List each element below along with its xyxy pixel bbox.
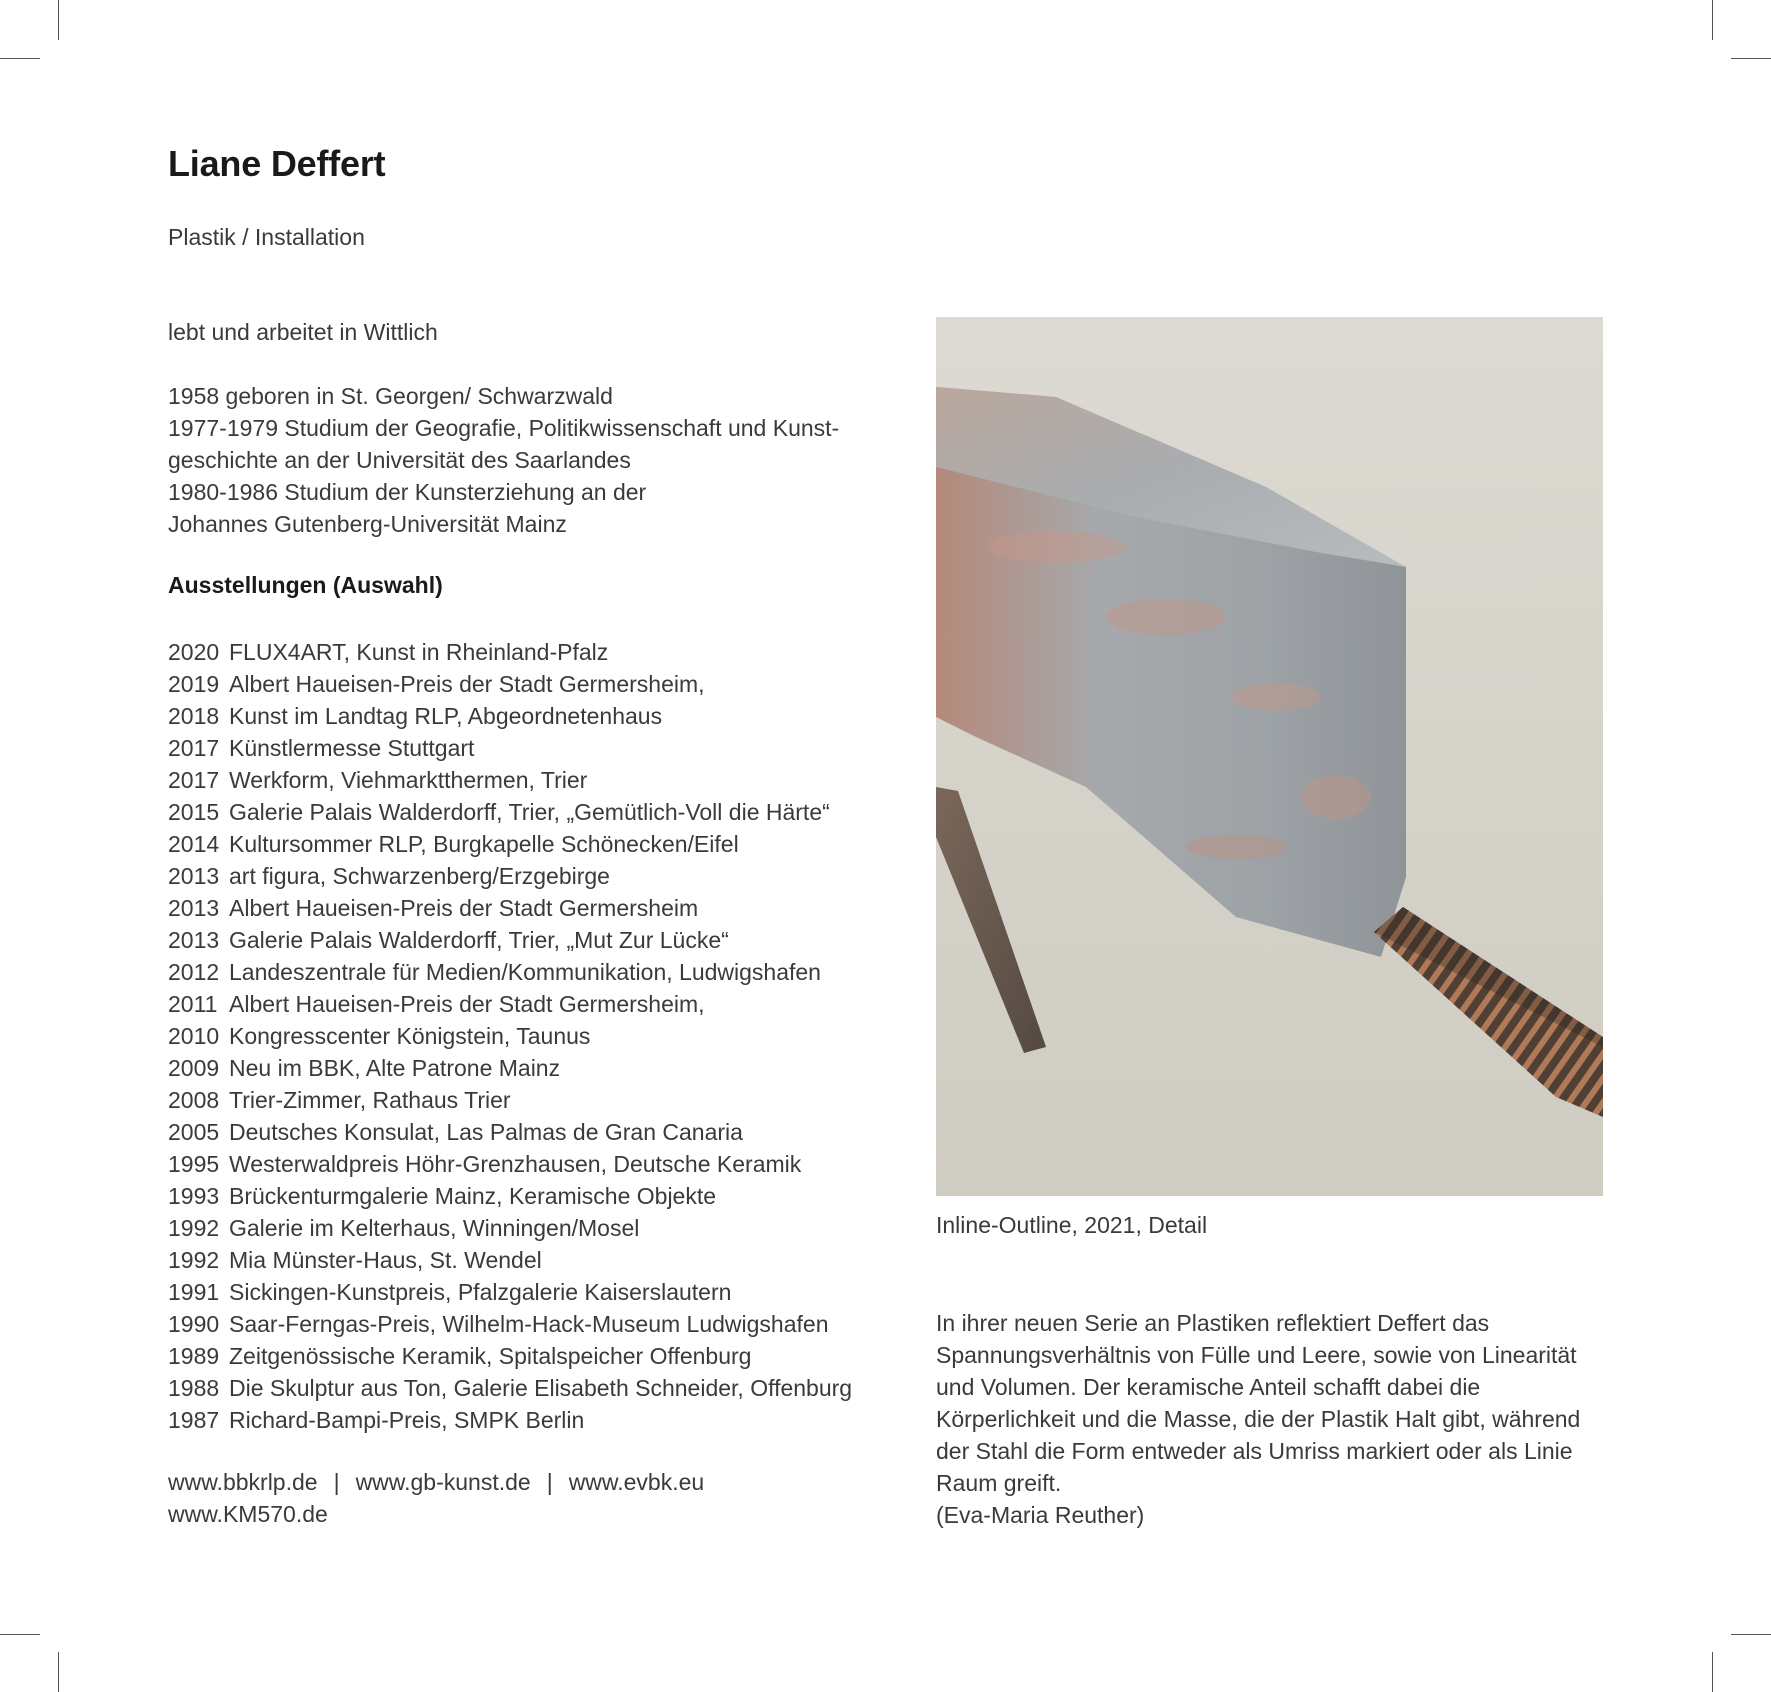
links <box>168 1466 704 1530</box>
exhibition-text: Kunst im Landtag RLP, Abgeordnetenhaus <box>229 703 663 729</box>
exhibition-item <box>168 668 852 700</box>
exhibition-year: 1991 <box>168 1279 220 1305</box>
exhibition-text: Kongresscenter Königstein, Taunus <box>229 1023 591 1049</box>
exhibition-year: 2013 <box>168 863 220 889</box>
exhibition-text: Richard-Bampi-Preis, SMPK Berlin <box>229 1407 585 1433</box>
residence-text: lebt und arbeitet in Wittlich <box>168 319 438 345</box>
link-km570[interactable]: www.KM570.de <box>168 1501 328 1527</box>
exhibition-item <box>168 1308 852 1340</box>
exhibition-item <box>168 1340 852 1372</box>
exhibition-year: 2018 <box>168 703 220 729</box>
crop-mark <box>1731 1634 1771 1635</box>
exhibition-text: Trier-Zimmer, Rathaus Trier <box>229 1087 511 1113</box>
exhibition-item <box>168 988 852 1020</box>
exhibition-item <box>168 1148 852 1180</box>
exhibition-year: 2019 <box>168 671 220 697</box>
exhibition-item <box>168 764 852 796</box>
exhibition-year: 1988 <box>168 1375 220 1401</box>
exhibition-item <box>168 1052 852 1084</box>
exhibition-text: Galerie im Kelterhaus, Winningen/Mosel <box>229 1215 640 1241</box>
exhibition-text: Kultursommer RLP, Burgkapelle Schönecken/Eifel <box>229 831 739 857</box>
exhibition-item <box>168 1404 852 1436</box>
exhibition-year: 2011 <box>168 991 218 1017</box>
biography <box>168 380 848 540</box>
crop-mark <box>1731 58 1771 59</box>
exhibition-text: Sickingen-Kunstpreis, Pfalzgalerie Kaiserslautern <box>229 1279 732 1305</box>
crop-mark <box>1712 0 1713 40</box>
exhibition-item <box>168 636 852 668</box>
exhibition-year: 2017 <box>168 767 220 793</box>
exhibition-year: 1993 <box>168 1183 220 1209</box>
description-line: der Stahl die Form entweder als Umriss markiert oder als Linie <box>936 1438 1573 1464</box>
artwork-image <box>936 317 1603 1196</box>
exhibition-year: 2014 <box>168 831 220 857</box>
exhibition-year: 2008 <box>168 1087 220 1113</box>
artist-name: Liane Deffert <box>168 143 386 184</box>
link-gb-kunst[interactable]: www.gb-kunst.de <box>355 1469 531 1495</box>
exhibition-text: Mia Münster-Haus, St. Wendel <box>229 1247 542 1273</box>
exhibition-text: Neu im BBK, Alte Patrone Mainz <box>229 1055 561 1081</box>
exhibitions-list <box>168 636 852 1436</box>
description-line: Raum greift. <box>936 1470 1062 1496</box>
exhibition-text: Albert Haueisen-Preis der Stadt Germersheim, <box>229 671 705 697</box>
exhibition-item <box>168 1084 852 1116</box>
link-separator: | <box>333 1469 340 1495</box>
exhibition-text: Saar-Ferngas-Preis, Wilhelm-Hack-Museum Ludwigshafen <box>229 1311 829 1337</box>
exhibition-item <box>168 892 852 924</box>
exhibition-year: 2015 <box>168 799 220 825</box>
exhibitions-heading: Ausstellungen (Auswahl) <box>168 572 443 598</box>
exhibition-year: 1990 <box>168 1311 220 1337</box>
residence <box>168 316 848 348</box>
link-evbk[interactable]: www.evbk.eu <box>568 1469 705 1495</box>
crop-mark <box>58 0 59 40</box>
exhibition-text: art figura, Schwarzenberg/Erzgebirge <box>229 863 610 889</box>
artwork-description <box>936 1307 1596 1531</box>
crop-mark <box>0 1634 40 1635</box>
crop-mark <box>0 58 40 59</box>
exhibition-item <box>168 828 852 860</box>
crop-mark <box>1712 1652 1713 1692</box>
description-line: Körperlichkeit und die Masse, die der Plastik Halt gibt, während <box>936 1406 1581 1432</box>
exhibition-text: Galerie Palais Walderdorff, Trier, „Gemütlich-Voll die Härte“ <box>229 799 830 825</box>
exhibition-item <box>168 700 852 732</box>
exhibition-year: 2012 <box>168 959 220 985</box>
bio-line: 1980-1986 Studium der Kunsterziehung an der <box>168 479 647 505</box>
exhibition-year: 1989 <box>168 1343 220 1369</box>
exhibition-text: Landeszentrale für Medien/Kommunikation, Ludwigshafen <box>229 959 821 985</box>
exhibition-year: 2010 <box>168 1023 220 1049</box>
bio-line: Johannes Gutenberg-Universität Mainz <box>168 511 567 537</box>
exhibition-text: Deutsches Konsulat, Las Palmas de Gran Canaria <box>229 1119 743 1145</box>
description-line: In ihrer neuen Serie an Plastiken reflektiert Deffert das <box>936 1310 1490 1336</box>
exhibition-year: 1987 <box>168 1407 220 1433</box>
description-line: und Volumen. Der keramische Anteil schafft dabei die <box>936 1374 1481 1400</box>
exhibition-year: 2020 <box>168 639 220 665</box>
link-separator: | <box>546 1469 553 1495</box>
exhibition-text: Albert Haueisen-Preis der Stadt Germersheim, <box>229 991 705 1017</box>
exhibition-item <box>168 860 852 892</box>
exhibition-item <box>168 1372 852 1404</box>
exhibition-item <box>168 732 852 764</box>
bio-line: 1977-1979 Studium der Geografie, Politikwissenschaft und Kunst- <box>168 415 840 441</box>
description-line: Spannungsverhältnis von Fülle und Leere, sowie von Linearität <box>936 1342 1577 1368</box>
exhibition-year: 2005 <box>168 1119 220 1145</box>
exhibition-text: Werkform, Viehmarktthermen, Trier <box>229 767 588 793</box>
exhibition-item <box>168 1116 852 1148</box>
exhibition-item <box>168 924 852 956</box>
exhibition-year: 1992 <box>168 1215 220 1241</box>
quote-author: (Eva-Maria Reuther) <box>936 1502 1145 1528</box>
exhibition-text: Künstlermesse Stuttgart <box>229 735 475 761</box>
exhibition-text: Brückenturmgalerie Mainz, Keramische Objekte <box>229 1183 717 1209</box>
exhibition-item <box>168 796 852 828</box>
links-row <box>168 1466 704 1498</box>
exhibition-text: FLUX4ART, Kunst in Rheinland-Pfalz <box>229 639 609 665</box>
exhibition-item <box>168 1244 852 1276</box>
exhibition-item <box>168 1276 852 1308</box>
exhibition-item <box>168 956 852 988</box>
bio-line: geschichte an der Universität des Saarlandes <box>168 447 631 473</box>
artwork-caption: Inline-Outline, 2021, Detail <box>936 1212 1208 1238</box>
exhibition-text: Galerie Palais Walderdorff, Trier, „Mut Zur Lücke“ <box>229 927 729 953</box>
artist-discipline: Plastik / Installation <box>168 224 365 250</box>
artwork-photo <box>936 317 1603 1196</box>
exhibition-year: 2009 <box>168 1055 220 1081</box>
bio-line: 1958 geboren in St. Georgen/ Schwarzwald <box>168 383 613 409</box>
exhibition-year: 1992 <box>168 1247 220 1273</box>
exhibition-item <box>168 1020 852 1052</box>
exhibition-text: Albert Haueisen-Preis der Stadt Germersheim <box>229 895 699 921</box>
links-row <box>168 1498 704 1530</box>
exhibition-item <box>168 1212 852 1244</box>
crop-mark <box>58 1652 59 1692</box>
exhibition-year: 1995 <box>168 1151 220 1177</box>
exhibition-year: 2017 <box>168 735 220 761</box>
exhibition-text: Zeitgenössische Keramik, Spitalspeicher Offenburg <box>229 1343 752 1369</box>
link-bbkrlp[interactable]: www.bbkrlp.de <box>168 1469 318 1495</box>
exhibition-year: 2013 <box>168 895 220 921</box>
exhibition-text: Die Skulptur aus Ton, Galerie Elisabeth Schneider, Offenburg <box>229 1375 853 1401</box>
exhibition-year: 2013 <box>168 927 220 953</box>
exhibition-item <box>168 1180 852 1212</box>
exhibition-text: Westerwaldpreis Höhr-Grenzhausen, Deutsche Keramik <box>229 1151 802 1177</box>
